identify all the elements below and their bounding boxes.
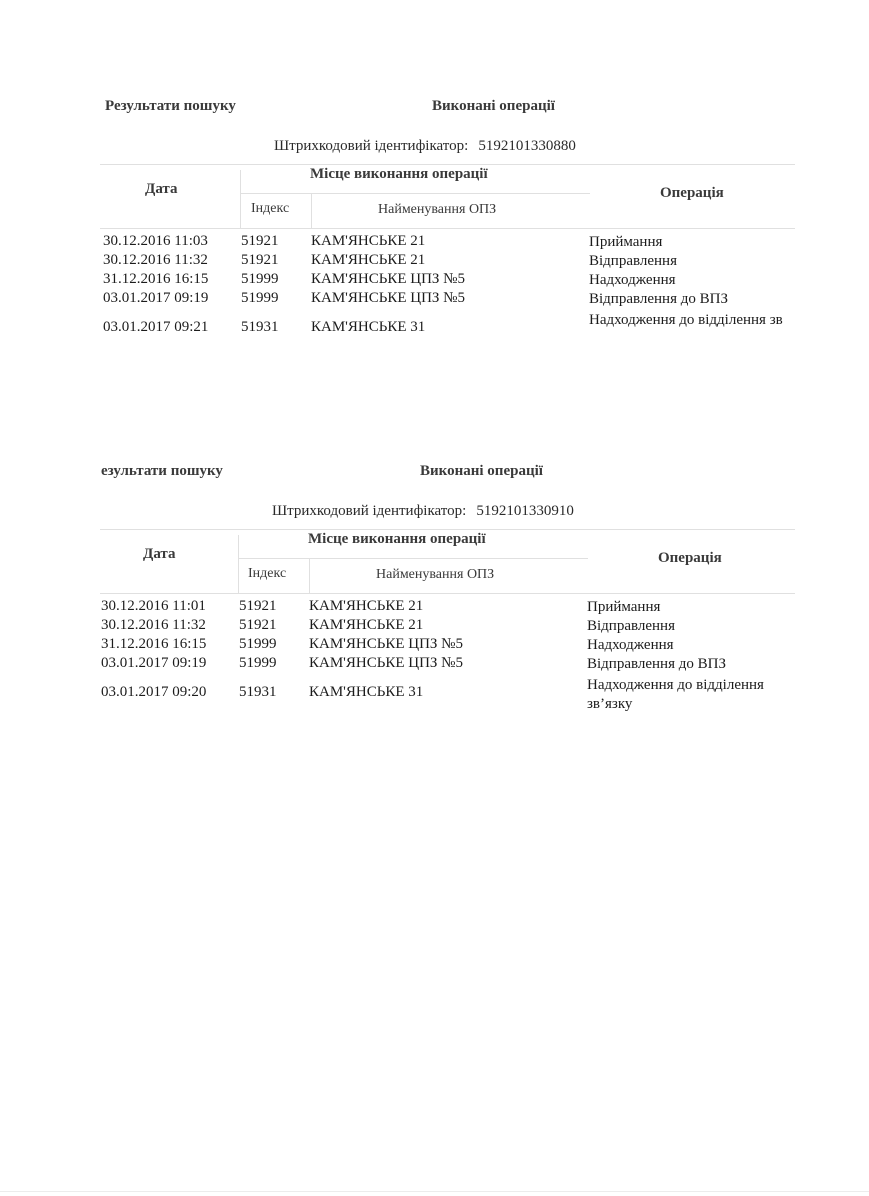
row-index: 51999	[239, 655, 277, 671]
operations-title: Виконані операції	[432, 98, 555, 114]
row-opz-name: КАМ'ЯНСЬКЕ 31	[311, 319, 426, 335]
row-opz-name: КАМ'ЯНСЬКЕ 21	[309, 617, 424, 633]
row-date: 03.01.2017 09:19	[103, 290, 209, 306]
row-opz-name: КАМ'ЯНСЬКЕ 31	[309, 684, 424, 700]
header-top-rule	[100, 529, 795, 530]
row-index: 51931	[239, 684, 277, 700]
row-operation: Відправлення до ВПЗ	[589, 291, 728, 307]
header-top-rule	[100, 164, 795, 165]
row-index: 51921	[241, 252, 279, 268]
header-opz-name: Найменування ОПЗ	[376, 567, 495, 582]
row-operation: Відправлення	[589, 253, 677, 269]
row-opz-name: КАМ'ЯНСЬКЕ ЦПЗ №5	[311, 290, 465, 306]
header-divider-left	[238, 535, 239, 593]
row-opz-name: КАМ'ЯНСЬКЕ ЦПЗ №5	[309, 655, 463, 671]
header-place-rule	[238, 558, 588, 559]
barcode-value: 5192101330880	[478, 138, 576, 154]
barcode-value: 5192101330910	[476, 503, 574, 519]
header-place-rule	[240, 193, 590, 194]
row-opz-name: КАМ'ЯНСЬКЕ 21	[311, 233, 426, 249]
search-results-label: Результати пошуку	[105, 98, 236, 114]
row-opz-name: КАМ'ЯНСЬКЕ ЦПЗ №5	[309, 636, 463, 652]
scan-edge-line	[0, 1191, 869, 1192]
row-index: 51921	[239, 617, 277, 633]
row-date: 31.12.2016 16:15	[103, 271, 209, 287]
row-opz-name: КАМ'ЯНСЬКЕ ЦПЗ №5	[311, 271, 465, 287]
barcode-line	[272, 503, 574, 520]
row-opz-name: КАМ'ЯНСЬКЕ 21	[309, 598, 424, 614]
row-operation: Приймання	[587, 599, 661, 615]
row-date: 03.01.2017 09:19	[101, 655, 207, 671]
header-index: Індекс	[248, 566, 287, 581]
row-index: 51999	[241, 290, 279, 306]
row-date: 30.12.2016 11:01	[101, 598, 206, 614]
header-opz-name: Найменування ОПЗ	[378, 202, 497, 217]
row-date: 03.01.2017 09:21	[103, 319, 209, 335]
row-operation: Надходження до відділення зв	[589, 312, 783, 328]
barcode-label: Штрихкодовий ідентифікатор:	[274, 138, 469, 154]
header-date: Дата	[143, 546, 176, 562]
row-operation: Приймання	[589, 234, 663, 250]
row-index: 51931	[241, 319, 279, 335]
row-index: 51921	[239, 598, 277, 614]
header-divider-mid	[311, 193, 312, 228]
barcode-line	[274, 138, 576, 155]
row-operation: Відправлення	[587, 618, 675, 634]
row-date: 30.12.2016 11:32	[101, 617, 206, 633]
search-results-label: езультати пошуку	[101, 463, 223, 479]
header-place: Місце виконання операції	[310, 166, 488, 182]
row-index: 51999	[241, 271, 279, 287]
header-index: Індекс	[251, 201, 290, 216]
row-operation: Надходження до відділення зв’язку	[587, 677, 764, 712]
barcode-label: Штрихкодовий ідентифікатор:	[272, 503, 467, 519]
row-date: 31.12.2016 16:15	[101, 636, 207, 652]
header-operation: Операція	[660, 185, 724, 201]
row-operation: Надходження	[589, 272, 676, 288]
row-opz-name: КАМ'ЯНСЬКЕ 21	[311, 252, 426, 268]
row-date: 30.12.2016 11:32	[103, 252, 208, 268]
row-date: 03.01.2017 09:20	[101, 684, 207, 700]
row-index: 51921	[241, 233, 279, 249]
header-bottom-rule	[100, 228, 795, 229]
header-bottom-rule	[100, 593, 795, 594]
header-place: Місце виконання операції	[308, 531, 486, 547]
header-divider-left	[240, 170, 241, 228]
row-date: 30.12.2016 11:03	[103, 233, 208, 249]
operations-title: Виконані операції	[420, 463, 543, 479]
header-operation: Операція	[658, 550, 722, 566]
row-index: 51999	[239, 636, 277, 652]
header-divider-mid	[309, 558, 310, 593]
row-operation: Надходження	[587, 637, 674, 653]
header-date: Дата	[145, 181, 178, 197]
row-operation: Відправлення до ВПЗ	[587, 656, 726, 672]
